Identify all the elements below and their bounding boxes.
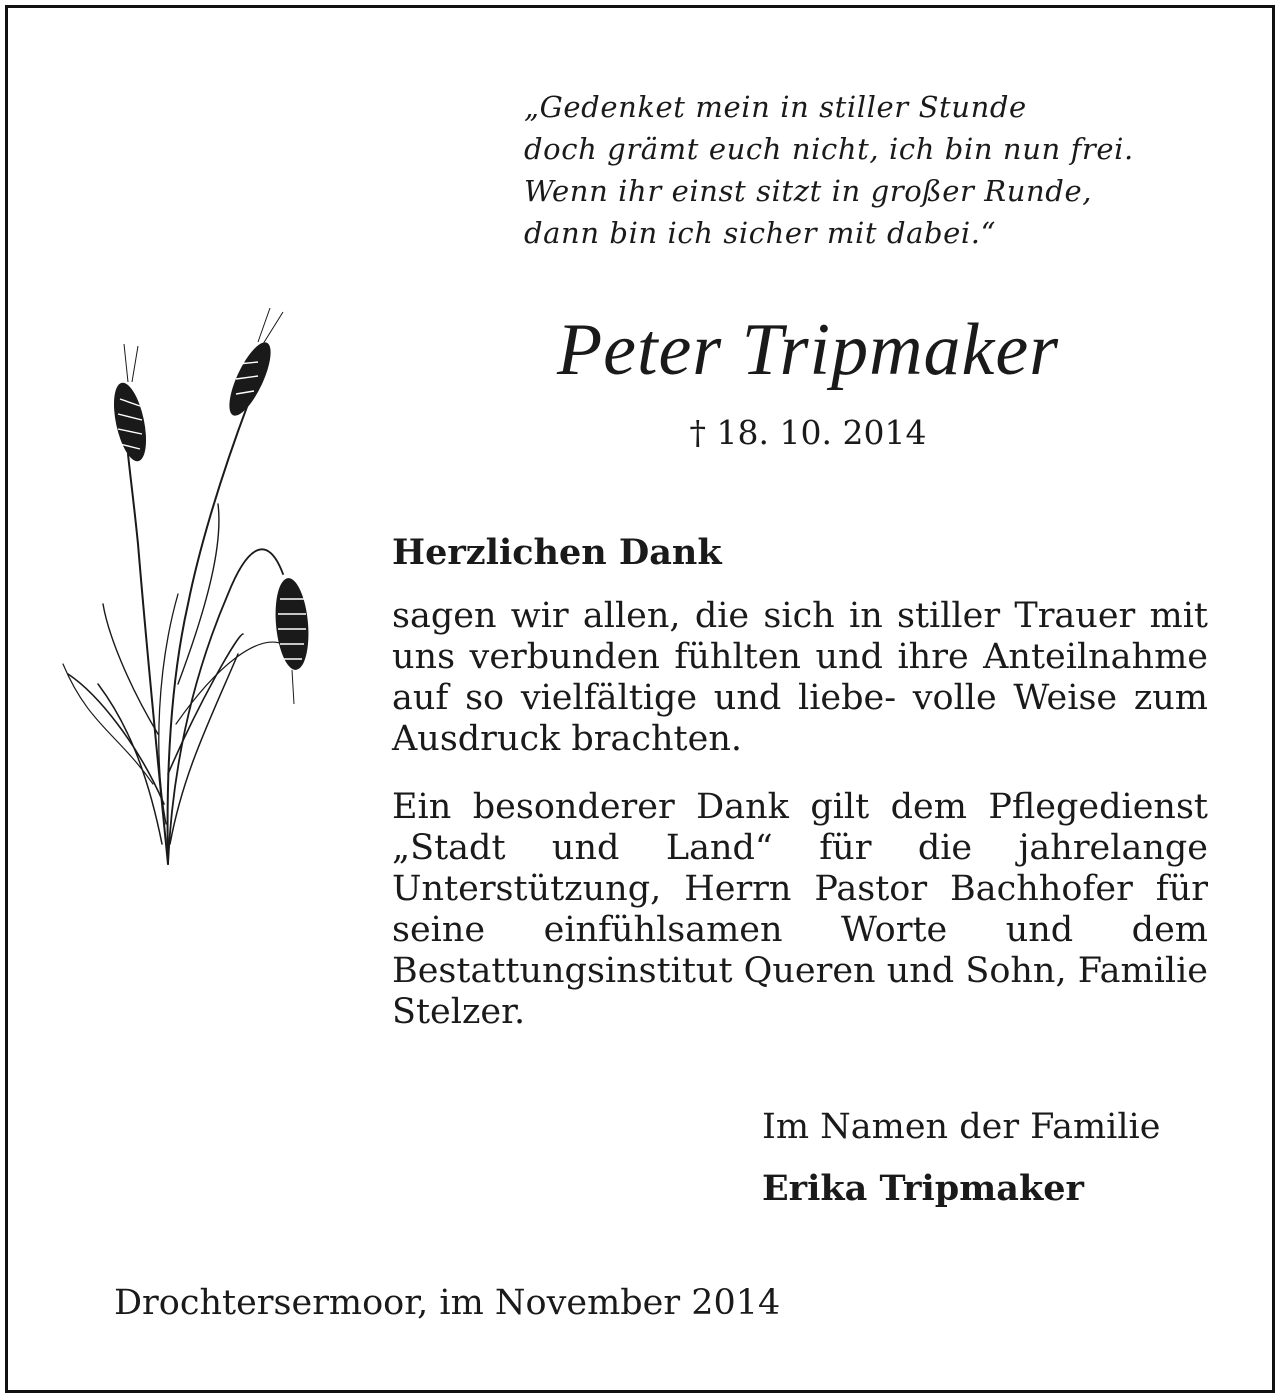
thanks-paragraph: sagen wir allen, die sich in stiller Trauer mit uns verbunden fühlten und ihre Anteilnahme auf so vielfältige und liebe- volle Weise zum Ausdruck brachten. [392,596,1208,759]
quote-line: doch grämt euch nicht, ich bin nun frei. [524,132,1134,166]
signature-name: Erika Tripmaker [762,1168,1084,1209]
memorial-quote [524,86,1244,254]
thanks-heading: Herzlichen Dank [392,532,722,573]
quote-line: „Gedenket mein in stiller Stunde [524,90,1027,124]
wheat-ears-icon [58,304,328,874]
signature-intro: Im Namen der Familie [762,1107,1161,1147]
special-thanks-paragraph: Ein besonderer Dank gilt dem Pflegedienst „Stadt und Land“ für die jahrelange Unterstützung, Herrn Pastor Bachhofer für seine einfühlsamen Worte und dem Bestattungsinstitut Queren und Sohn, Familie Stelzer. [392,787,1208,1032]
quote-line: dann bin ich sicher mit dabei.“ [524,216,997,250]
deceased-name: Peter Tripmaker [556,309,1060,391]
place-and-date: Drochtersermoor, im November 2014 [114,1283,781,1323]
quote-line: Wenn ihr einst sitzt in großer Runde, [524,174,1093,208]
obituary-card [5,5,1275,1393]
death-date: † 18. 10. 2014 [689,413,927,452]
